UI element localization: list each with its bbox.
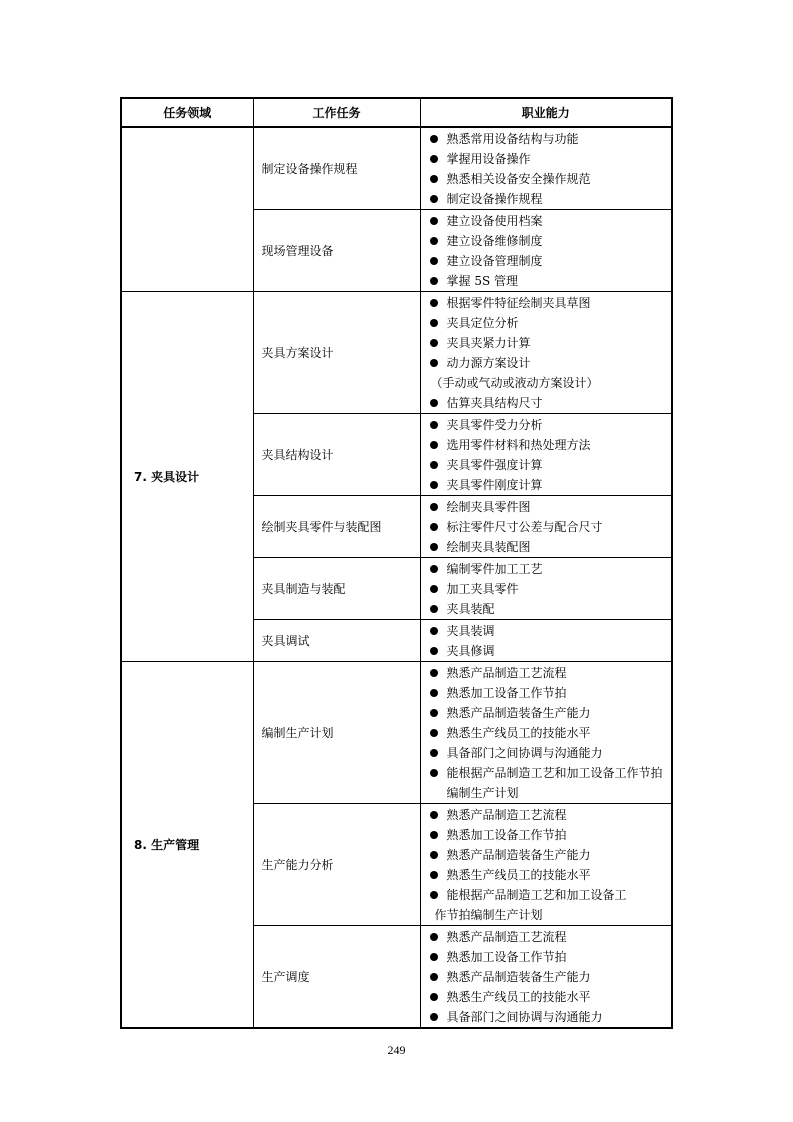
ability-text: 熟悉产品制造工艺流程 [446,930,567,944]
bullet-icon [430,299,438,307]
ability-text: 建立设备维修制度 [446,234,543,248]
ability-text: 动力源方案设计 [446,356,531,370]
ability-item [427,231,672,251]
ability-item [427,663,672,683]
ability-text: 熟悉生产线员工的技能水平 [446,726,591,740]
bullet-icon [430,319,438,327]
ability-text: 熟悉产品制造工艺流程 [446,808,567,822]
bullet-icon [430,277,438,285]
ability-cell [420,620,672,662]
ability-text: 建立设备管理制度 [446,254,543,268]
domain-cell: 8. 生产管理 [121,662,253,1029]
ability-text: 选用零件材料和热处理方法 [446,438,591,452]
bullet-icon [430,871,438,879]
ability-item [427,987,672,1007]
ability-item [427,805,672,825]
ability-continuation: 作节拍编制生产计划 [434,908,543,922]
ability-cell [420,210,672,292]
ability-text: 编制零件加工工艺 [446,562,543,576]
ability-text: 标注零件尺寸公差与配合尺寸 [446,520,603,534]
ability-item [427,927,672,947]
ability-item [427,703,672,723]
ability-item [427,393,672,413]
bullet-icon [430,461,438,469]
ability-item [427,211,672,231]
ability-cell [420,496,672,558]
ability-item [427,353,672,373]
ability-item [427,169,672,189]
ability-text: 根据零件特征绘制夹具草图 [446,296,591,310]
ability-text: 具备部门之间协调与沟通能力 [446,1010,603,1024]
ability-continuation: 编制生产计划 [446,786,519,800]
ability-item [427,683,672,703]
ability-text: 夹具装配 [446,602,495,616]
ability-text: 夹具零件刚度计算 [446,478,543,492]
ability-text: 熟悉生产线员工的技能水平 [446,990,591,1004]
ability-text: 夹具装调 [446,624,495,638]
ability-text: 熟悉产品制造装备生产能力 [446,706,591,720]
bullet-icon [430,155,438,163]
ability-item [427,723,672,743]
ability-item [427,189,672,209]
bullet-icon [430,565,438,573]
ability-item [427,947,672,967]
domain-cell: 7. 夹具设计 [121,292,253,662]
table-header-row [121,98,672,127]
table-row [121,662,672,804]
ability-text: 熟悉加工设备工作节拍 [446,686,567,700]
page-number: 249 [387,1043,406,1057]
ability-item [427,415,672,435]
task-cell: 生产能力分析 [253,804,420,926]
ability-text: 绘制夹具装配图 [446,540,531,554]
bullet-icon [430,851,438,859]
bullet-icon [430,441,438,449]
table-row [121,292,672,414]
bullet-icon [430,627,438,635]
ability-item [427,251,672,271]
ability-item [427,435,672,455]
ability-item [427,1007,672,1027]
ability-text: 估算夹具结构尺寸 [446,396,543,410]
competency-table [120,97,673,1029]
table-body [121,127,672,1028]
task-cell: 夹具制造与装配 [253,558,420,620]
ability-text: 绘制夹具零件图 [446,500,531,514]
ability-item [427,313,672,333]
ability-text: 熟悉产品制造装备生产能力 [446,848,591,862]
bullet-icon [430,933,438,941]
bullet-icon [430,543,438,551]
bullet-icon [430,503,438,511]
bullet-icon [430,217,438,225]
task-cell: 制定设备操作规程 [253,127,420,210]
domain-cell [121,127,253,292]
ability-item [427,599,672,619]
ability-item [427,129,672,149]
ability-text: 能根据产品制造工艺和加工设备工 [446,888,627,902]
ability-cell [420,804,672,926]
bullet-icon [430,1013,438,1021]
bullet-icon [430,811,438,819]
ability-text: 熟悉相关设备安全操作规范 [446,172,591,186]
ability-item [427,455,672,475]
ability-text: 熟悉加工设备工作节拍 [446,950,567,964]
bullet-icon [430,195,438,203]
header-domain: 任务领域 [121,98,253,127]
ability-item [427,865,672,885]
ability-item [427,967,672,987]
ability-text: 能根据产品制造工艺和加工设备工作节拍 [446,766,663,780]
ability-cell [420,414,672,496]
bullet-icon [430,953,438,961]
bullet-icon [430,993,438,1001]
ability-item [427,537,672,557]
task-cell: 夹具方案设计 [253,292,420,414]
ability-cell [420,926,672,1029]
bullet-icon [430,175,438,183]
task-cell: 夹具结构设计 [253,414,420,496]
ability-continuation: （手动或气动或液动方案设计） [430,376,599,390]
table-row [121,127,672,210]
bullet-icon [430,421,438,429]
bullet-icon [430,709,438,717]
ability-text: 熟悉加工设备工作节拍 [446,828,567,842]
ability-item [427,845,672,865]
ability-item [427,271,672,291]
ability-item [427,743,672,763]
bullet-icon [430,973,438,981]
ability-item [427,517,672,537]
header-task: 工作任务 [253,98,420,127]
bullet-icon [430,359,438,367]
ability-item [427,497,672,517]
ability-item [427,825,672,845]
ability-text: 制定设备操作规程 [446,192,543,206]
bullet-icon [430,729,438,737]
ability-text: 熟悉产品制造装备生产能力 [446,970,591,984]
bullet-icon [430,257,438,265]
bullet-icon [430,585,438,593]
ability-item [427,559,672,579]
ability-item [427,885,672,905]
ability-text: 夹具定位分析 [446,316,519,330]
bullet-icon [430,831,438,839]
ability-text: 掌握 5S 管理 [446,274,518,288]
ability-text: 建立设备使用档案 [446,214,543,228]
ability-text: 夹具零件强度计算 [446,458,543,472]
ability-text: 熟悉产品制造工艺流程 [446,666,567,680]
bullet-icon [430,749,438,757]
ability-text: 加工夹具零件 [446,582,519,596]
header-ability: 职业能力 [420,98,672,127]
ability-item [427,149,672,169]
bullet-icon [430,769,438,777]
ability-cell [420,662,672,804]
ability-cell [420,292,672,414]
bullet-icon [430,399,438,407]
bullet-icon [430,135,438,143]
ability-text: 夹具修调 [446,644,495,658]
ability-text: 熟悉生产线员工的技能水平 [446,868,591,882]
ability-cell [420,127,672,210]
ability-text: 掌握用设备操作 [446,152,531,166]
bullet-icon [430,689,438,697]
ability-item [427,621,672,641]
ability-item [427,641,672,661]
task-cell: 现场管理设备 [253,210,420,292]
bullet-icon [430,605,438,613]
bullet-icon [430,237,438,245]
ability-text: 熟悉常用设备结构与功能 [446,132,579,146]
bullet-icon [430,339,438,347]
bullet-icon [430,669,438,677]
task-cell: 编制生产计划 [253,662,420,804]
ability-cell [420,558,672,620]
ability-item [427,763,672,783]
ability-item [427,293,672,313]
ability-item [427,579,672,599]
ability-item [427,475,672,495]
bullet-icon [430,891,438,899]
ability-text: 具备部门之间协调与沟通能力 [446,746,603,760]
task-cell: 生产调度 [253,926,420,1029]
ability-text: 夹具零件受力分析 [446,418,543,432]
ability-item [427,333,672,353]
ability-text: 夹具夹紧力计算 [446,336,531,350]
task-cell: 夹具调试 [253,620,420,662]
bullet-icon [430,481,438,489]
bullet-icon [430,523,438,531]
task-cell: 绘制夹具零件与装配图 [253,496,420,558]
bullet-icon [430,647,438,655]
